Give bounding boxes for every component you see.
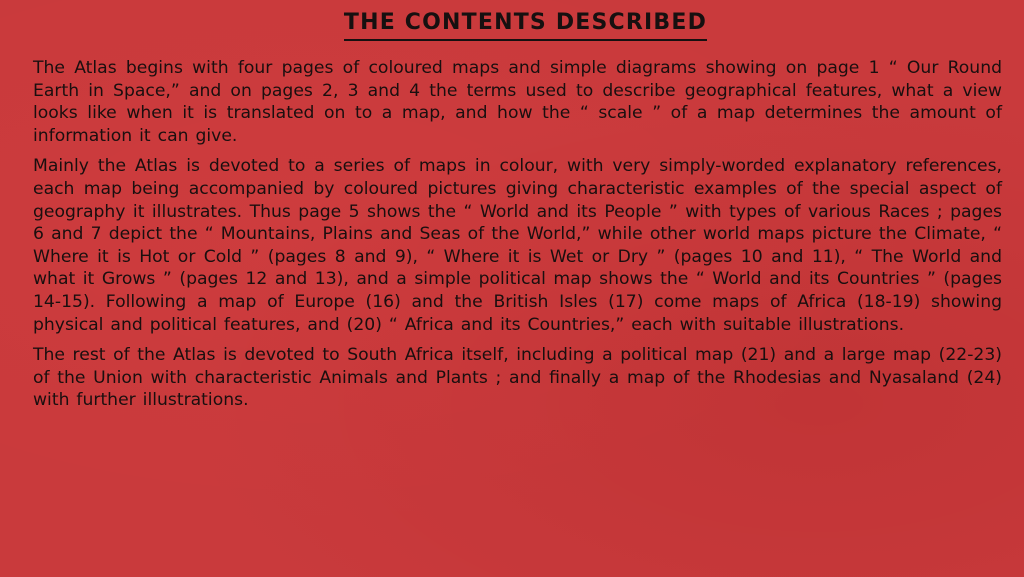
paragraph-south-africa: The rest of the Atlas is devoted to South Africa itself, including a political map (21) and a large map (22-23) of the Union with characteristic Animals and Plants ; and finally a map of the Rhodesias and Nyasaland (24) with further illustrations.	[33, 345, 1002, 411]
title-container	[33, 10, 1002, 56]
page-title: THE CONTENTS DESCRIBED	[344, 10, 707, 41]
paragraph-introduction: The Atlas begins with four pages of coloured maps and simple diagrams showing on page 1 “ Our Round Earth in Space,” and on pages 2, 3 and 4 the terms used to describe geographical features, what a view looks like when it is translated on to a map, and how the “ scale ” of a map determines the amount of information it can give.	[33, 58, 1002, 146]
paragraph-world-maps: Mainly the Atlas is devoted to a series of maps in colour, with very simply-worded explanatory references, each map being accompanied by coloured pictures giving characteristic examples of the special aspect of geography it illustrates. Thus page 5 shows the “ World and its People ” with types of various Races ; pages 6 and 7 depict the “ Mountains, Plains and Seas of the World,” while other world maps picture the Climate, “ Where it is Hot or Cold ” (pages 8 and 9), “ Where it is Wet or Dry ” (pages 10 and 11), “ The World and what it Grows ” (pages 12 and 13), and a simple political map shows the “ World and its Countries ” (pages 14-15). Following a map of Europe (16) and the British Isles (17) come maps of Africa (18-19) showing physical and political features, and (20) “ Africa and its Countries,” each with suitable illustrations.	[33, 156, 1002, 335]
